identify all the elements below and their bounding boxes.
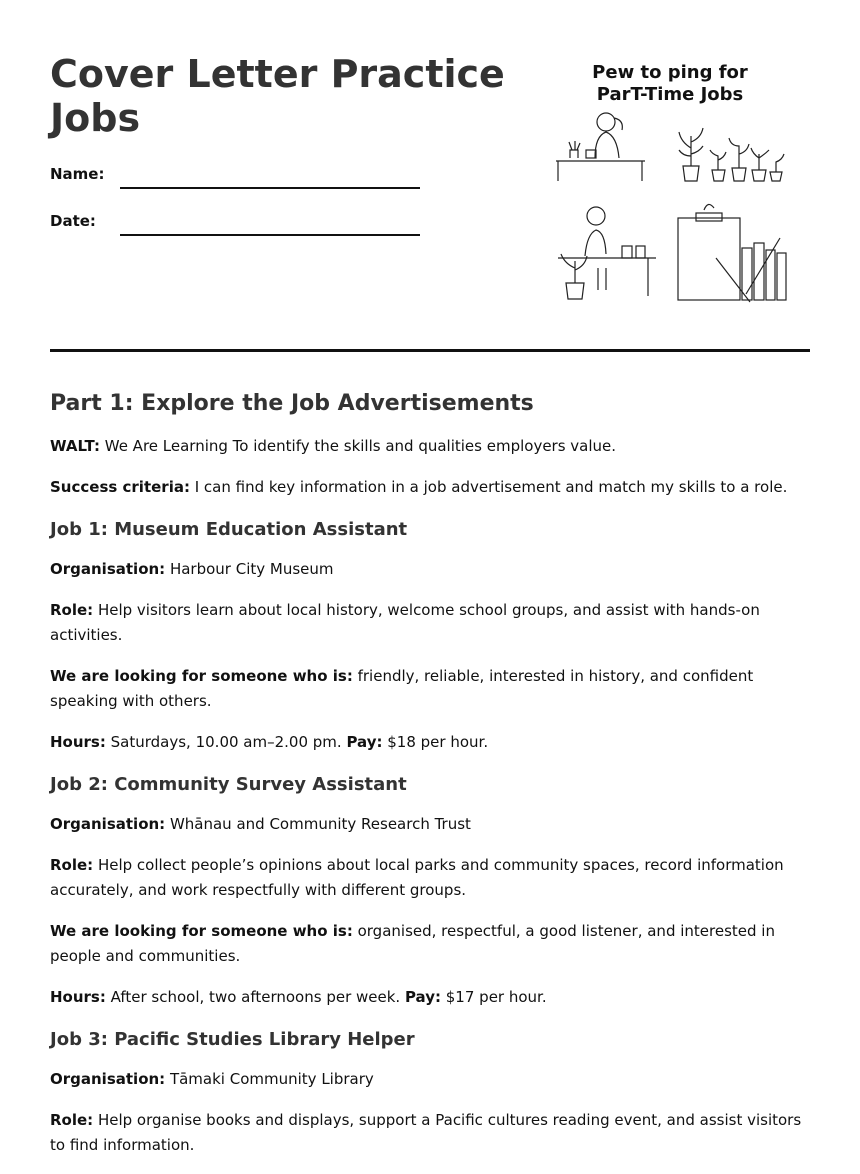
pay-value: $18 per hour. xyxy=(382,733,489,751)
looking-for-value: friendly, reliable, interested in history, and confident speaking with others. xyxy=(50,667,754,710)
organisation-value: Tāmaki Community Library xyxy=(165,1070,374,1088)
header-illustration xyxy=(550,58,795,308)
date-field[interactable] xyxy=(120,234,420,236)
job2-heading: Job 2: Community Survey Assistant xyxy=(50,774,407,795)
role-label: Role: xyxy=(50,601,94,619)
girl-at-desk-icon xyxy=(556,113,645,181)
looking-for-value: organised, respectful, a good listener, and interested in people and communities. xyxy=(50,922,775,965)
success-criteria-label: Success criteria: xyxy=(50,478,190,496)
date-label: Date: xyxy=(50,212,96,230)
organisation-label: Organisation: xyxy=(50,1070,166,1088)
success-criteria-text: I can find key information in a job advertisement and match my skills to a role. xyxy=(189,478,788,496)
illustration-art xyxy=(550,58,795,308)
role-label: Role: xyxy=(50,1111,94,1129)
job3-organisation xyxy=(50,1067,810,1092)
job1-heading: Job 1: Museum Education Assistant xyxy=(50,519,408,540)
pay-value: $17 per hour. xyxy=(441,988,547,1006)
job3-heading: Job 3: Pacific Studies Library Helper xyxy=(50,1029,415,1050)
looking-for-label: We are looking for someone who is: xyxy=(50,922,353,940)
header-divider xyxy=(50,349,810,352)
role-value: Help collect people’s opinions about local parks and community spaces, record information accurately, and work respectfully with different groups. xyxy=(50,856,784,899)
pay-label: Pay: xyxy=(404,988,441,1006)
hours-value: Saturdays, 10.00 am–2.00 pm. xyxy=(105,733,347,751)
hours-label: Hours: xyxy=(50,733,106,751)
walt-text: We Are Learning To identify the skills and qualities employers value. xyxy=(99,437,617,455)
main-content xyxy=(50,388,810,1174)
walt-label: WALT: xyxy=(50,437,100,455)
walt-paragraph xyxy=(50,434,810,459)
job2-role xyxy=(50,853,810,903)
illustration-title-line1: Pew to ping for xyxy=(592,62,748,83)
role-label: Role: xyxy=(50,856,94,874)
illustration-title-line2: ParT-Time Jobs xyxy=(596,84,744,105)
organisation-value: Whānau and Community Research Trust xyxy=(165,815,471,833)
name-field[interactable] xyxy=(120,187,420,189)
organisation-label: Organisation: xyxy=(50,815,166,833)
job2-looking-for xyxy=(50,919,810,969)
job1-role xyxy=(50,598,810,648)
job2-hours-pay xyxy=(50,985,810,1010)
role-value: Help visitors learn about local history, welcome school groups, and assist with hands-on activities. xyxy=(50,601,760,644)
part1-heading: Part 1: Explore the Job Advertisements xyxy=(50,391,534,416)
pay-label: Pay: xyxy=(346,733,383,751)
name-label: Name: xyxy=(50,165,105,183)
success-criteria-paragraph xyxy=(50,475,810,500)
role-value: Help organise books and displays, support a Pacific cultures reading event, and assist visitors to find information. xyxy=(50,1111,802,1154)
job3-role xyxy=(50,1108,810,1158)
boy-gardening-icon xyxy=(558,207,656,299)
clipboard-books-icon xyxy=(678,204,786,302)
page-title: Cover Letter Practice Jobs xyxy=(50,52,505,140)
job1-looking-for xyxy=(50,664,810,714)
organisation-value: Harbour City Museum xyxy=(165,560,334,578)
hours-value: After school, two afternoons per week. xyxy=(105,988,405,1006)
looking-for-label: We are looking for someone who is: xyxy=(50,667,353,685)
organisation-label: Organisation: xyxy=(50,560,166,578)
job2-organisation xyxy=(50,812,810,837)
job1-hours-pay xyxy=(50,730,810,755)
hours-label: Hours: xyxy=(50,988,106,1006)
job1-organisation xyxy=(50,557,810,582)
potted-plants-icon xyxy=(679,128,784,181)
